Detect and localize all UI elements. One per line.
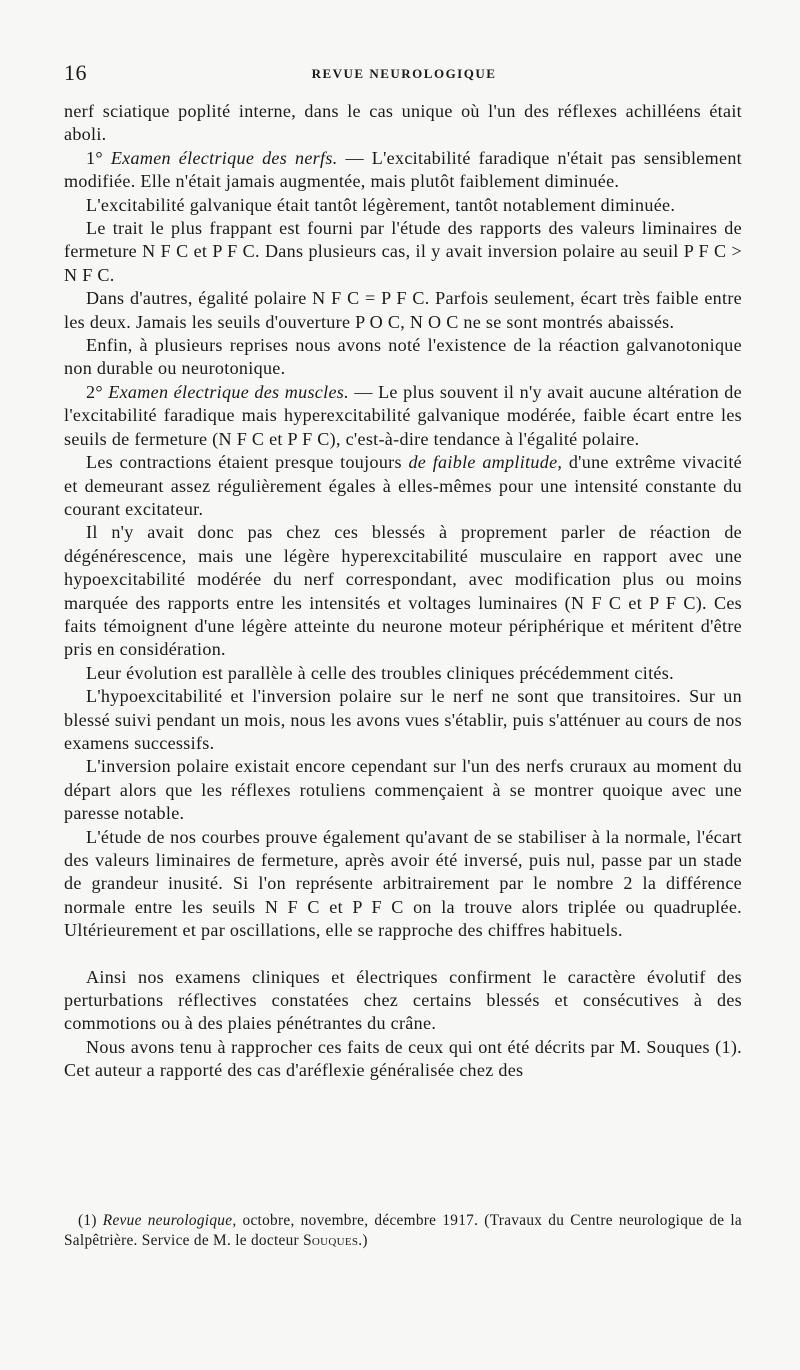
text-run: Enfin, à plusieurs reprises nous avons noté l'existence de la réaction galvanotonique non durable ou neurotonique. (64, 335, 742, 379)
italic-run: Revue neurologique, (102, 1212, 237, 1229)
paragraph (64, 685, 742, 755)
text-run: L'excitabilité galvanique était tantôt légèrement, tantôt notablement diminuée. (86, 194, 676, 215)
text-run: .) (358, 1232, 368, 1249)
text-run: L'étude de nos courbes prouve également qu'avant de se stabiliser à la normale, l'écart des valeurs liminaires de fermeture, après avoir été inversé, puis nul, passe par un stade de grandeur inusité. Si l'on représente arbitrairement par le nombre 2 la différence normale entre les seuils N F C et P F C on la trouve alors triplée ou quadruplée. Ultérieurement et par oscillations, elle se rapproche des chiffres habituels. (64, 826, 742, 941)
text-run: — Le plus souvent il n'y avait aucune altération de l'excitabilité faradique mais hyperexcitabilité galvanique modérée, faible écart entre les seuils de fermeture (N F C et P F C), c'est-à-dire tendance à l'égalité polaire. (64, 381, 742, 449)
paragraph (64, 826, 742, 943)
text-run: L'inversion polaire existait encore cependant sur l'un des nerfs cruraux au moment du départ alors que les réflexes rotuliens commençaient à se montrer quoique avec une paresse notable. (64, 756, 742, 824)
paragraph (64, 662, 742, 685)
paragraph (64, 147, 742, 194)
text-run: L'hypoexcitabilité et l'inversion polaire sur le nerf ne sont que transitoires. Sur un blessé suivi pendant un mois, nous les avons vues s'établir, puis s'atténuer au cours de nos examens successifs. (64, 686, 742, 753)
text-run: Les contractions étaient presque toujours (86, 452, 409, 473)
paragraph (64, 451, 742, 521)
paragraph (64, 521, 742, 661)
running-head: REVUE NEUROLOGIQUE (311, 66, 497, 81)
text-run: Il n'y avait donc pas chez ces blessés à proprement parler de réaction de dégénérescence, mais une légère hyperexcitabilité musculaire en rapport avec une hypoexcitabilité modérée du nerf correspondant, avec modification plus ou moins marquée des rapports entre les intensités et voltages luminaires (N F C et P F C). Ces faits témoignent d'une légère atteinte du neurone moteur périphérique et méritent d'être pris en considération. (64, 522, 742, 660)
paragraph (64, 755, 742, 825)
page-header (64, 60, 744, 86)
text-run: Ainsi nos examens cliniques et électriques confirment le caractère évolutif des perturbations réflectives constatées chez certains blessés et consécutives à des commotions ou à des plaies pénétrantes du crâne. (64, 966, 742, 1034)
paragraph (64, 217, 742, 287)
paragraph (64, 287, 742, 334)
paragraph (64, 100, 742, 147)
paragraph (64, 381, 742, 451)
text-run: (1) (78, 1212, 103, 1229)
paragraph (64, 334, 742, 381)
text-run: 2° (86, 381, 109, 402)
paragraph (64, 966, 742, 1036)
text-run: Dans d'autres, égalité polaire N F C = P F C. Parfois seulement, écart très faible entre les deux. Jamais les seuils d'ouverture P O C, N O C ne se sont montrés abaissés. (64, 288, 742, 332)
italic-run: Examen électrique des nerfs. (110, 147, 338, 168)
text-run: Nous avons tenu à rapprocher ces faits de ceux qui ont été décrits par M. Souques (1). Cet auteur a rapporté des cas d'aréflexie généralisée chez des (64, 1036, 742, 1081)
italic-run: Examen électrique des muscles. (108, 381, 349, 402)
text-run: Souques (303, 1232, 359, 1249)
text-run: — L'excitabilité faradique n'était pas sensiblement modifiée. Elle n'était jamais augmentée, mais plutôt faiblement diminuée. (64, 147, 742, 192)
text-run: d'une extrême vivacité et demeurant assez régulièrement égales à elles-mêmes pour une intensité constante du courant excitateur. (64, 452, 742, 519)
page-number: 16 (64, 60, 87, 85)
footnote (64, 1211, 742, 1251)
text-run: Le trait le plus frappant est fourni par l'étude des rapports des valeurs liminaires de fermeture N F C et P F C. Dans plusieurs cas, il y avait inversion polaire au seuil P F C > N F C. (64, 218, 742, 285)
text-run: nerf sciatique poplité interne, dans le cas unique où l'un des réflexes achilléens était aboli. (64, 101, 742, 145)
text-run: octobre, novembre, décembre 1917. (Travaux du Centre neurologique de la Salpêtrière. Service de M. le docteur (64, 1212, 742, 1249)
paragraph (64, 194, 742, 217)
text-run: 1° (86, 147, 111, 168)
footnote-text (64, 1211, 742, 1251)
body-text (64, 100, 742, 1083)
paragraph (64, 1036, 742, 1083)
text-run: Leur évolution est parallèle à celle des troubles cliniques précédemment cités. (86, 662, 674, 683)
italic-run: de faible amplitude, (408, 452, 563, 473)
